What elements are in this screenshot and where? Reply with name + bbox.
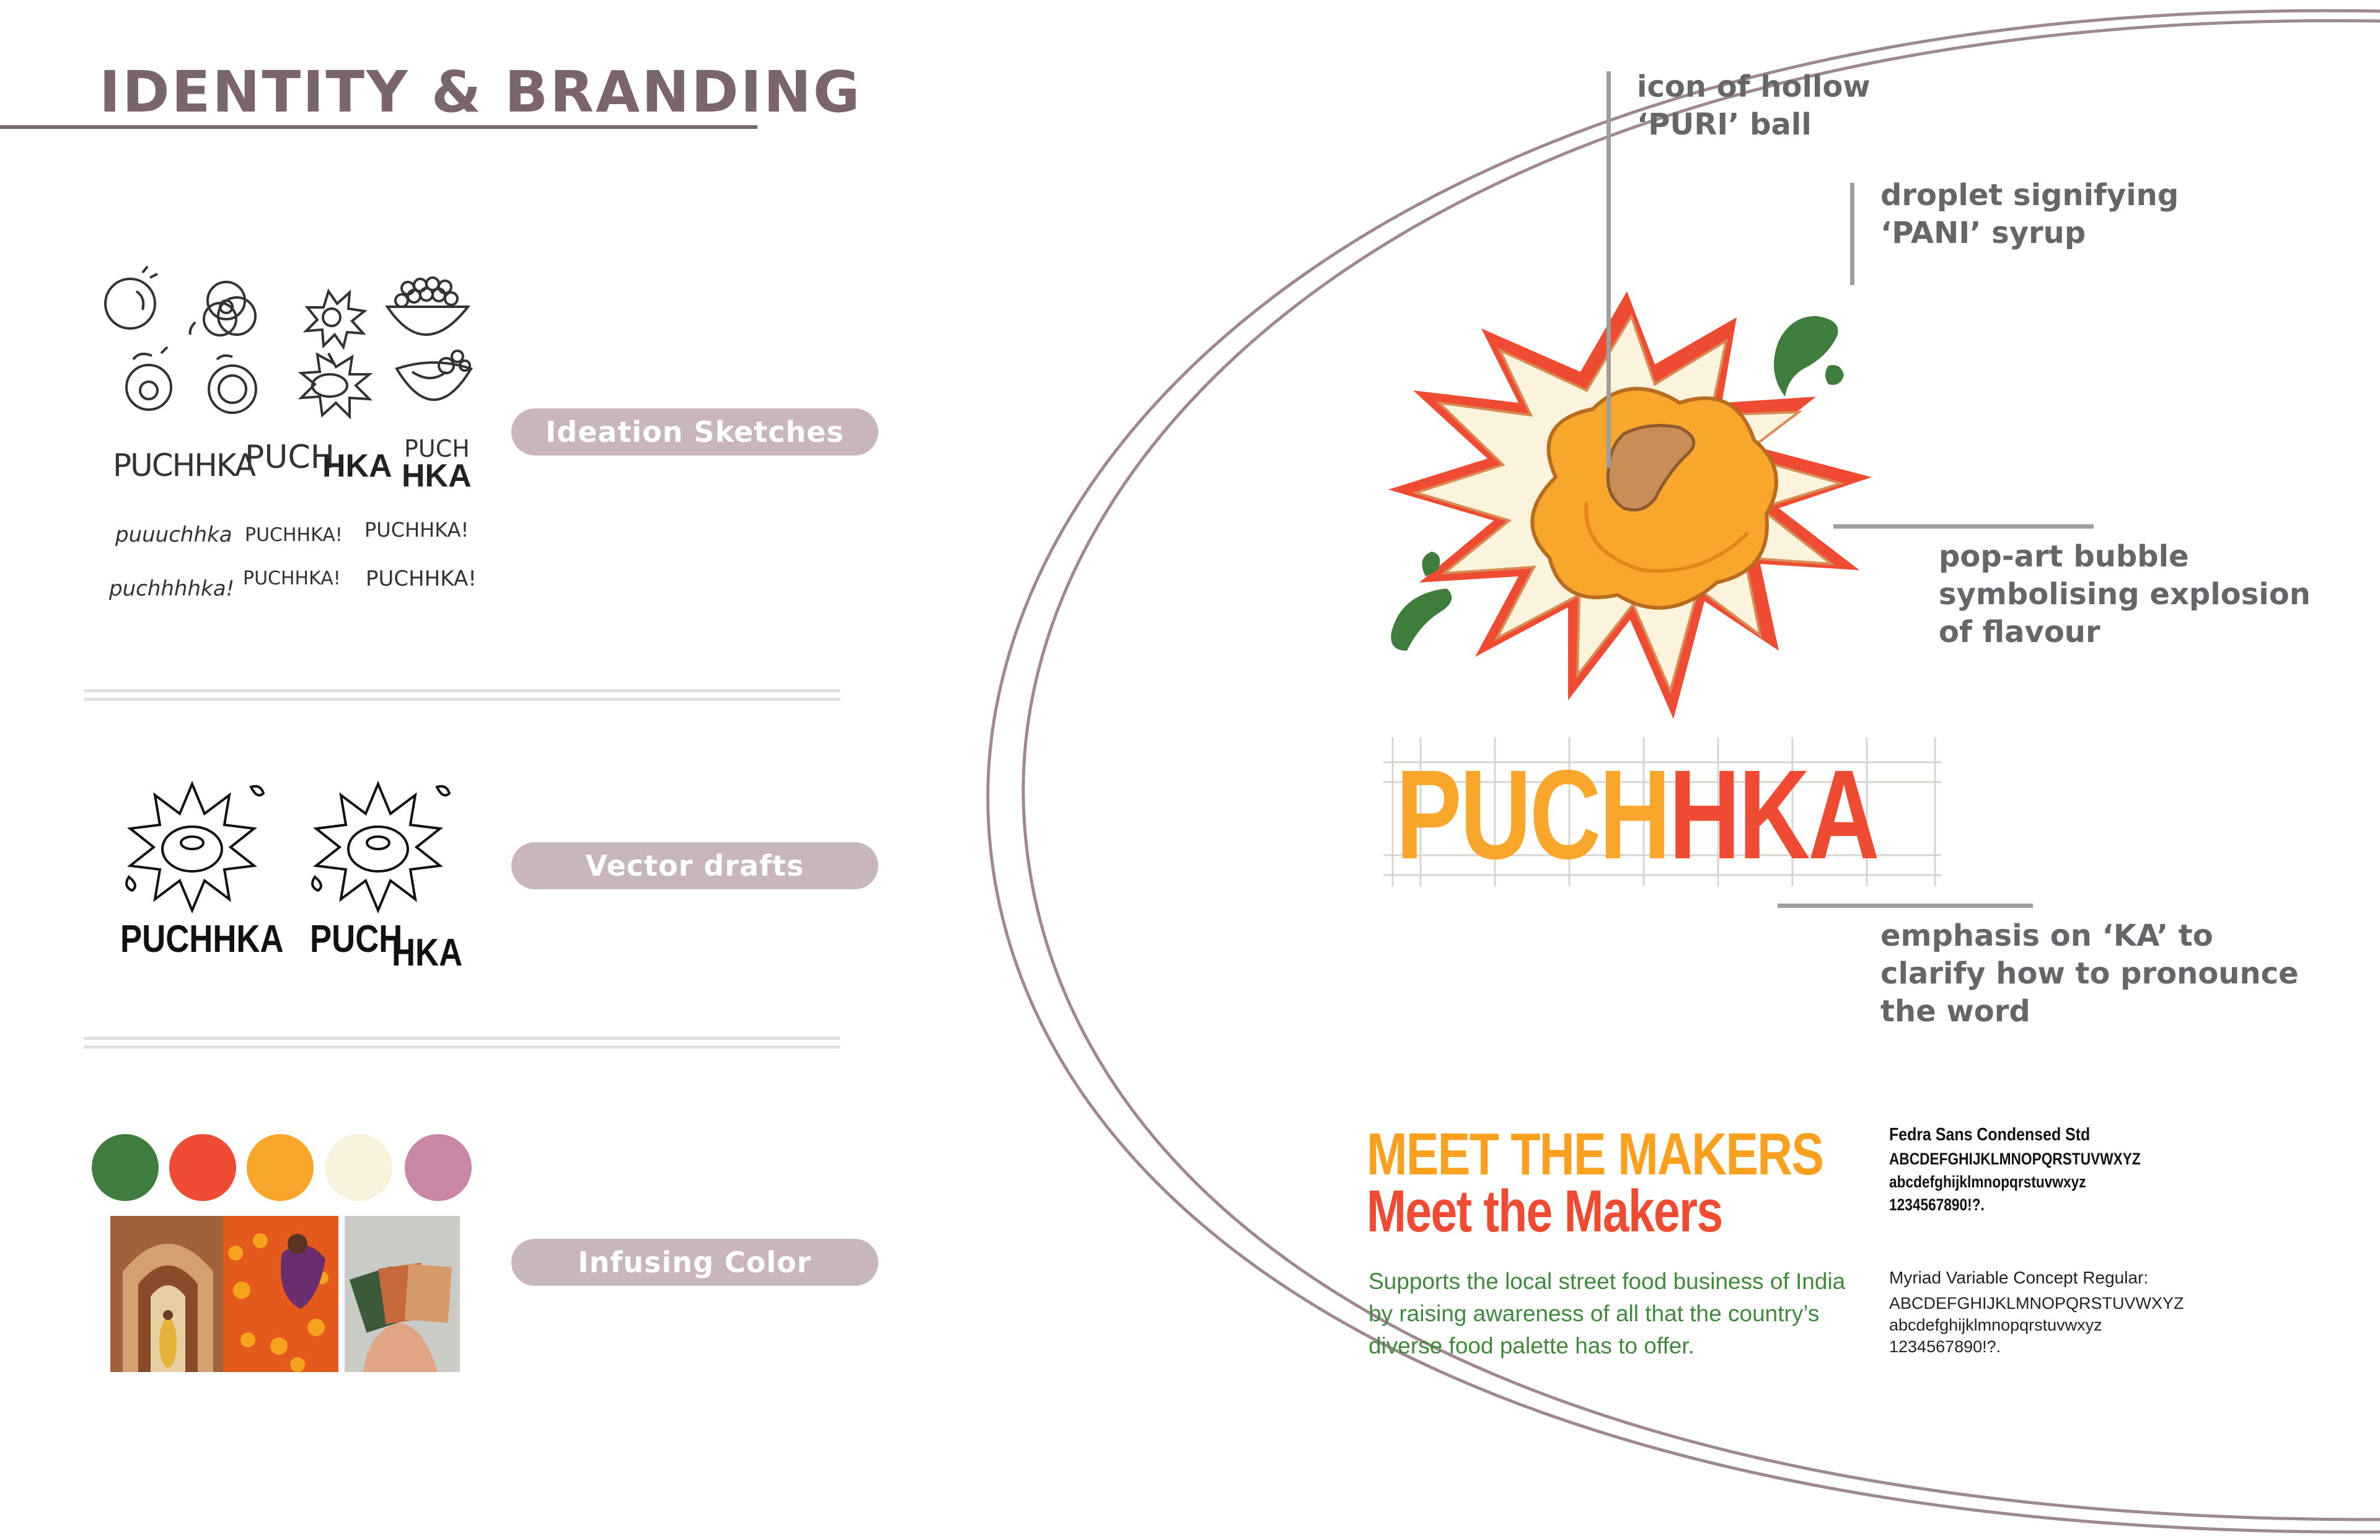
font-spec-1	[1889, 1125, 2188, 1217]
leader-bubble	[1833, 524, 2094, 529]
font-spec-2-lower: abcdefghijklmnopqrstuvwxyz	[1889, 1316, 2102, 1334]
vector-draft-icons	[112, 775, 477, 917]
swatch-orange	[247, 1134, 314, 1201]
mission-statement: Supports the local street food business of India by raising awareness of all that the country’s diverse food palette has to offer.	[1368, 1269, 1846, 1358]
sketch-word-11: PUCHHKA!	[366, 566, 477, 591]
vector-draft-burst-2	[312, 784, 449, 910]
sketch-word-4: PUCH	[404, 435, 470, 462]
leader-puri	[1606, 71, 1611, 468]
wordmark-hka: HKA	[1668, 744, 1878, 886]
vector-draft-burst-1	[126, 784, 263, 910]
annotation-bubble-line-3: of flavour	[1939, 615, 2100, 649]
puchhka-logo-icon	[1382, 291, 1921, 744]
font-spec-1-upper: ABCDEFGHIJKLMNOPQRSTUVWXYZ	[1889, 1150, 2141, 1168]
leader-pani	[1850, 183, 1854, 285]
photo-hand-swatches	[345, 1216, 460, 1372]
swatch-cream	[325, 1134, 392, 1201]
sketch-word-5: HKA	[402, 458, 472, 494]
sketch-burst-2	[301, 353, 369, 416]
sketch-word-7: PUCHHKA!	[245, 524, 343, 546]
type-sample-uppercase: MEET THE MAKERS	[1367, 1121, 1823, 1187]
sketch-burst-1	[306, 291, 364, 347]
annotation-puri	[1637, 68, 1871, 144]
divider-2b	[84, 1045, 840, 1049]
sketch-puri-2	[126, 347, 171, 410]
annotation-puri-line-1: icon of hollow	[1637, 69, 1871, 104]
sketch-word-2: PUCH	[245, 439, 335, 476]
annotation-ka	[1880, 917, 2299, 1031]
vector-draft-wordmark-2a: PUCH	[310, 918, 403, 961]
sketch-puri-1	[105, 279, 155, 328]
sketch-word-6: puuuchhka	[115, 522, 232, 547]
sketch-word-10: PUCHHKA!	[243, 568, 341, 589]
annotation-bubble-line-2: symbolising explosion	[1939, 577, 2311, 612]
swatch-mauve	[405, 1134, 472, 1201]
vector-drafts-label: Vector drafts	[511, 842, 878, 889]
divider-2a	[84, 1037, 840, 1040]
sketch-bowl-2	[397, 351, 471, 400]
sketch-bowl-1	[387, 278, 468, 335]
ideation-sketches-label: Ideation Sketches	[511, 408, 878, 455]
annotation-ka-line-1: emphasis on ‘KA’ to	[1880, 918, 2213, 953]
font-spec-2	[1889, 1268, 2184, 1358]
swatch-red	[169, 1134, 236, 1201]
ideation-sketch-icons	[99, 248, 483, 428]
wordmark	[1396, 744, 1878, 886]
sketch-word-9: puchhhhka!	[109, 576, 235, 601]
annotation-bubble-line-1: pop-art bubble	[1939, 539, 2189, 574]
pani-droplet-top	[1774, 316, 1838, 397]
annotation-bubble	[1939, 538, 2311, 651]
font-spec-1-lower: abcdefghijklmnopqrstuvwxyz	[1889, 1173, 2086, 1191]
annotation-ka-line-2: clarify how to pronounce	[1880, 956, 2299, 991]
annotation-pani-line-1: droplet signifying	[1880, 178, 2179, 213]
photo-arches	[110, 1216, 226, 1372]
annotation-ka-line-3: the word	[1880, 994, 2030, 1029]
annotation-pani	[1880, 177, 2179, 252]
pani-droplet-bottom	[1391, 589, 1452, 651]
font-spec-2-digits: 1234567890!?.	[1889, 1337, 2001, 1356]
type-sample-titlecase: Meet the Makers	[1367, 1178, 1722, 1244]
divider-1a	[84, 689, 840, 692]
swatch-green	[92, 1134, 159, 1201]
sketch-word-8: PUCHHKA!	[364, 518, 469, 542]
font-spec-1-name: Fedra Sans Condensed Std	[1889, 1125, 2091, 1145]
puri-ball	[1532, 389, 1776, 608]
font-spec-2-upper: ABCDEFGHIJKLMNOPQRSTUVWXYZ	[1889, 1294, 2184, 1313]
sketch-puri-3	[209, 356, 256, 413]
vector-draft-wordmark-1: PUCHHKA	[120, 918, 284, 961]
leader-ka	[1778, 904, 2033, 908]
page-title: IDENTITY & BRANDING	[99, 59, 862, 125]
sketch-word-1: PUCHHKA	[113, 447, 255, 483]
annotation-puri-line-2: ‘PURI’ ball	[1637, 107, 1812, 142]
wordmark-puch: PUCH	[1396, 744, 1669, 886]
vector-draft-wordmark-2b: HKA	[392, 931, 463, 974]
sketch-puri-stack	[190, 282, 255, 335]
sketch-word-3: HKA	[322, 448, 392, 484]
font-spec-1-digits: 1234567890!?.	[1889, 1195, 1985, 1214]
photo-marigolds	[223, 1216, 338, 1372]
font-spec-2-name: Myriad Variable Concept Regular:	[1889, 1268, 2149, 1287]
divider-1b	[84, 698, 840, 701]
infusing-color-label: Infusing Color	[511, 1239, 878, 1286]
annotation-pani-line-2: ‘PANI’ syrup	[1880, 216, 2086, 250]
